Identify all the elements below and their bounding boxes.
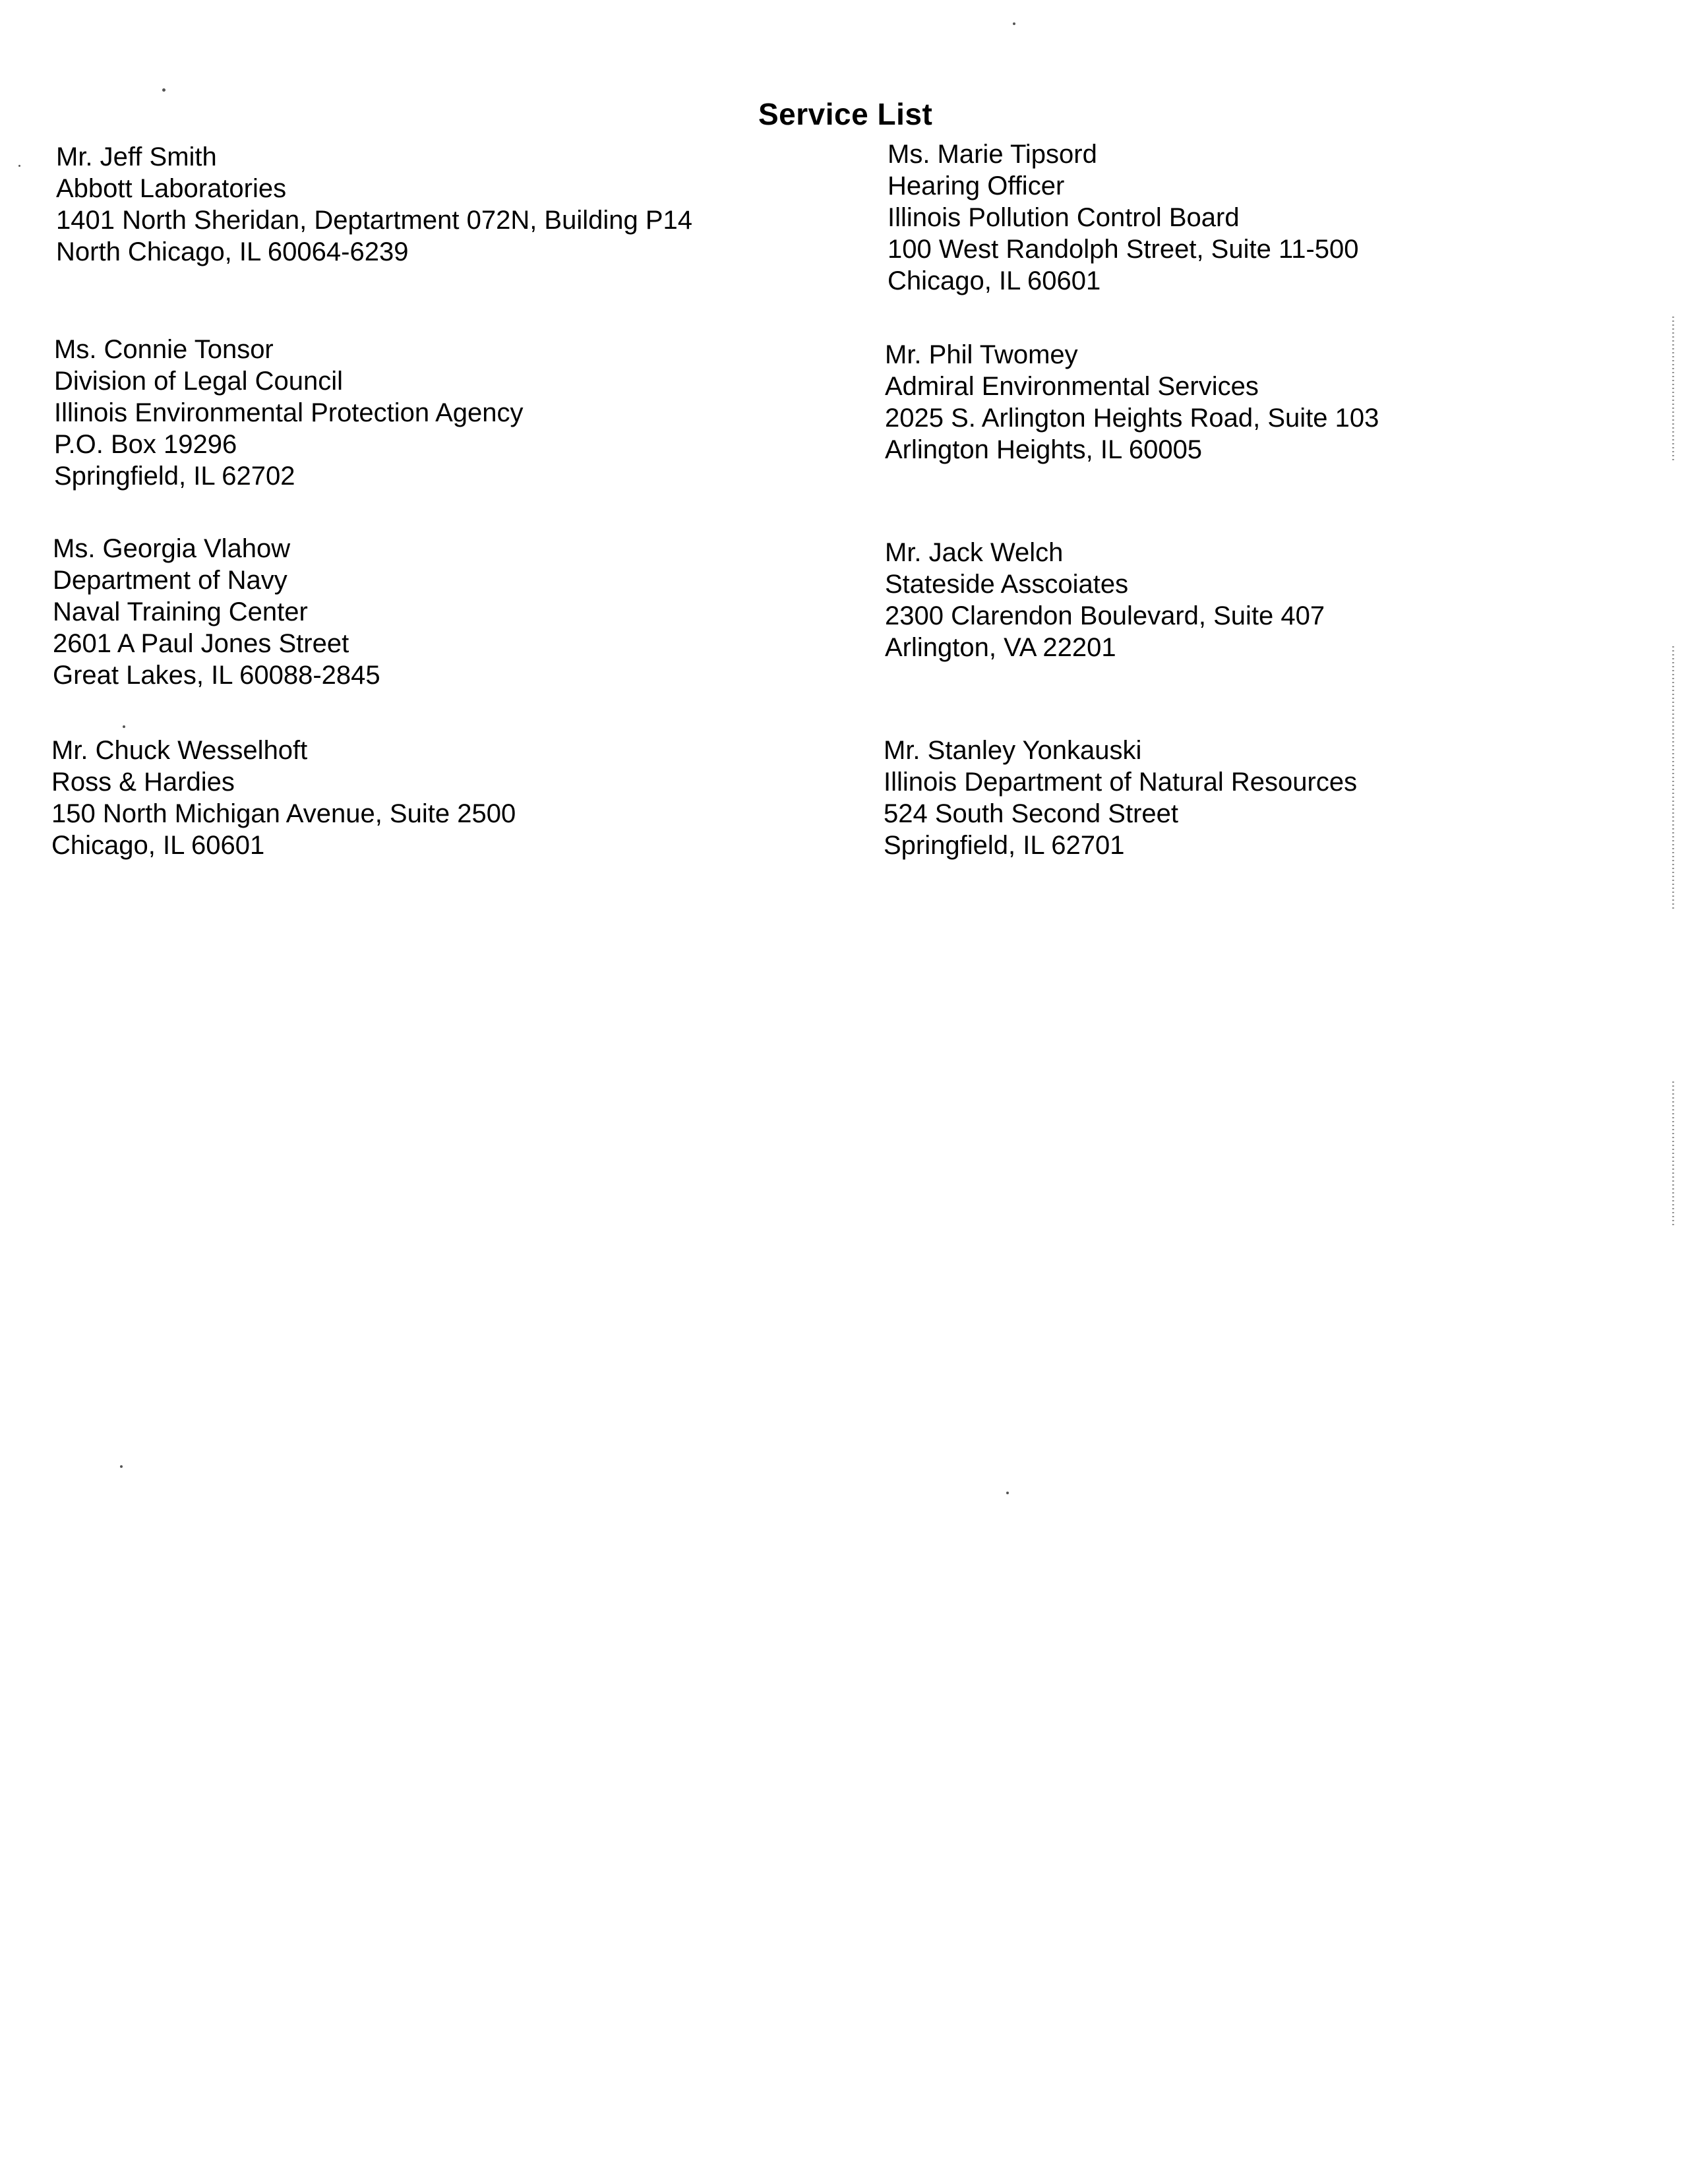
recipient-phil-twomey: [885, 339, 1379, 466]
recipient-organization: Abbott Laboratories: [56, 174, 287, 203]
recipient-street: 2300 Clarendon Boulevard, Suite 407: [885, 601, 1325, 630]
recipient-organization: Admiral Environmental Services: [885, 372, 1259, 401]
recipient-organization: Department of Navy: [53, 566, 287, 595]
recipient-name: Mr. Jeff Smith: [56, 142, 217, 171]
recipient-city: North Chicago, IL 60064-6239: [56, 237, 409, 266]
recipient-street: 524 South Second Street: [884, 799, 1178, 828]
recipient-name: Mr. Stanley Yonkauski: [884, 736, 1142, 765]
recipient-city: Chicago, IL 60601: [888, 266, 1101, 295]
recipient-city: Springfield, IL 62702: [54, 462, 295, 491]
recipient-name: Ms. Connie Tonsor: [54, 335, 274, 364]
recipient-title: Hearing Officer: [888, 171, 1065, 200]
recipient-city: Arlington, VA 22201: [885, 633, 1116, 662]
recipient-division: Division of Legal Council: [54, 367, 344, 396]
recipient-name: Mr. Chuck Wesselhoft: [51, 736, 308, 765]
recipient-city: Great Lakes, IL 60088-2845: [53, 661, 380, 690]
scan-speck: [120, 1465, 123, 1468]
recipient-city: Chicago, IL 60601: [51, 831, 265, 860]
recipient-city: Springfield, IL 62701: [884, 831, 1125, 860]
recipient-city: Arlington Heights, IL 60005: [885, 435, 1203, 464]
recipient-organization: Illinois Department of Natural Resources: [884, 768, 1358, 797]
recipient-stanley-yonkauski: [884, 735, 1357, 861]
recipient-jack-welch: [885, 537, 1325, 663]
recipient-marie-tipsord: [888, 138, 1359, 297]
scan-speck: [123, 725, 125, 728]
recipient-connie-tonsor: [54, 334, 523, 492]
recipient-georgia-vlahow: [53, 533, 380, 691]
recipient-name: Ms. Marie Tipsord: [888, 140, 1097, 169]
recipient-organization: Ross & Hardies: [51, 768, 235, 797]
recipient-street: 1401 North Sheridan, Deptartment 072N, Building P14: [56, 206, 693, 235]
recipient-name: Mr. Jack Welch: [885, 538, 1064, 567]
recipient-division: Naval Training Center: [53, 597, 308, 626]
recipient-organization: Illinois Pollution Control Board: [888, 203, 1240, 232]
scan-speck: [18, 165, 20, 167]
scan-edge-marks: [1672, 1081, 1674, 1227]
recipient-name: Mr. Phil Twomey: [885, 340, 1078, 369]
page-title: Service List: [758, 97, 933, 131]
scan-edge-marks: [1672, 317, 1674, 462]
recipient-street: 2025 S. Arlington Heights Road, Suite 103: [885, 404, 1379, 433]
scan-edge-marks: [1672, 646, 1674, 910]
recipient-organization: Illinois Environmental Protection Agency: [54, 398, 524, 427]
recipient-street: 150 North Michigan Avenue, Suite 2500: [51, 799, 516, 828]
recipient-jeff-smith: [56, 141, 692, 268]
recipient-street: 2601 A Paul Jones Street: [53, 629, 349, 658]
recipient-street: 100 West Randolph Street, Suite 11-500: [888, 235, 1359, 264]
scan-speck: [162, 88, 166, 92]
scan-speck: [1006, 1492, 1009, 1494]
scan-speck: [1013, 22, 1015, 25]
recipient-chuck-wesselhoft: [51, 735, 516, 861]
recipient-street: P.O. Box 19296: [54, 430, 237, 459]
recipient-organization: Stateside Asscoiates: [885, 570, 1129, 599]
recipient-name: Ms. Georgia Vlahow: [53, 534, 291, 563]
